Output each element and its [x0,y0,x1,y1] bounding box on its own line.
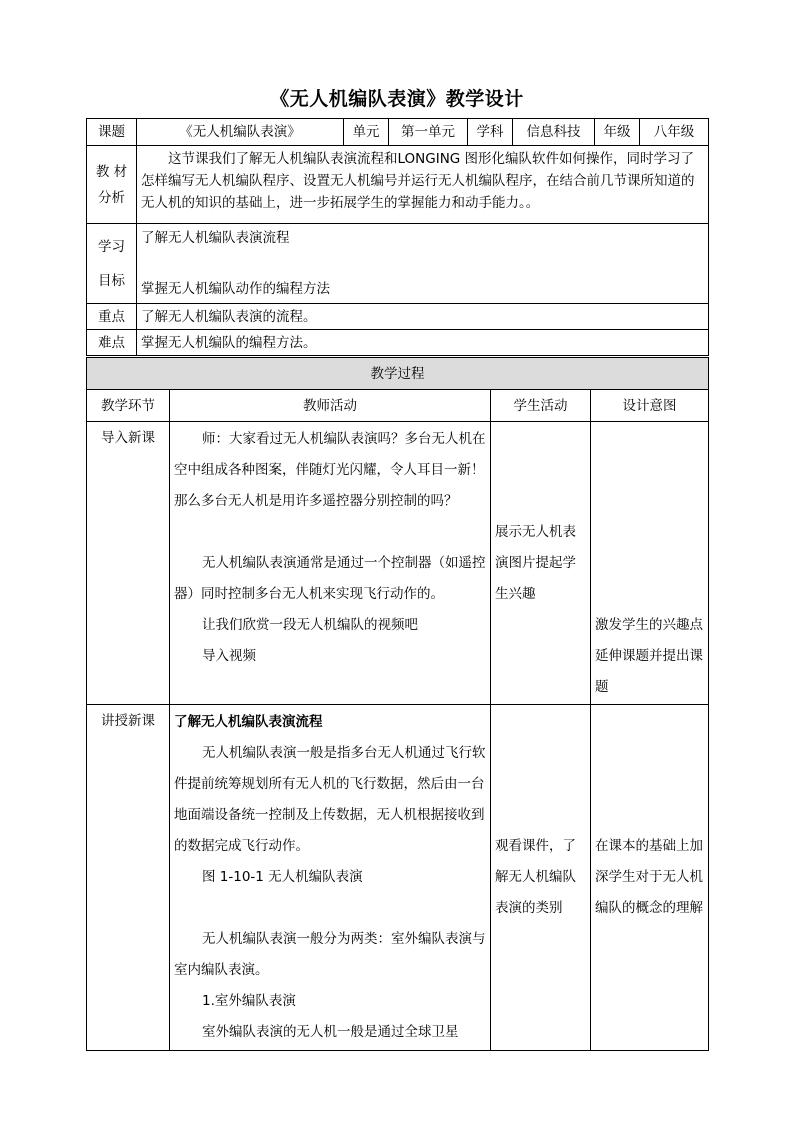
intro-intent-cell [591,422,709,705]
difficult-label: 难点 [87,330,137,356]
intro-stage: 导入新课 [87,422,170,705]
difficult-text: 掌握无人机编队的编程方法。 [137,330,709,356]
new-intent-cell [591,705,709,1051]
new-teacher-p3: 1.室外编队表演 [202,993,296,1009]
intro-teacher-cell [170,422,491,705]
analysis-text: 这节课我们了解无人机编队表演流程和LONGING 图形化编队软件如何操作，同时学习了怎样编写无人机编队程序、设置无人机编号并运行无人机编队程序，在结合前几节课所知道的无人机的知识的基础上，进一步拓展学生的掌握能力和动手能力。。 [137,146,709,224]
page-title: 《无人机编队表演》教学设计 [270,88,524,110]
goal-label [87,224,137,304]
new-teacher-heading: 了解无人机编队表演流程 [174,714,323,730]
goal-label-line-2: 目标 [98,272,125,289]
grade-label: 年级 [595,119,640,146]
col-student: 学生活动 [491,390,591,422]
new-teacher-p2: 无人机编队表演一般分为两类：室外编队表演与室内编队表演。 [174,931,486,978]
new-teacher-cell [170,705,491,1051]
process-header: 教学过程 [87,358,709,390]
unit-value: 第一单元 [389,119,468,146]
intro-student: 展示无人机表演图片提起学生兴趣 [495,524,576,602]
subject-value: 信息科技 [513,119,595,146]
subject-label: 学科 [468,119,513,146]
intro-intent: 激发学生的兴趣点延伸课题并提出课题 [595,617,703,695]
figure-caption: 图 1-10-1 无人机编队表演 [202,869,363,885]
unit-label: 单元 [344,119,389,146]
intro-student-cell [491,422,591,705]
col-stage: 教学环节 [87,390,170,422]
analysis-label [87,146,137,224]
new-stage: 讲授新课 [87,705,170,1051]
key-text: 了解无人机编队表演的流程。 [137,304,709,330]
col-teacher: 教师活动 [170,390,491,422]
intro-teacher-p3: 让我们欣赏一段无人机编队的视频吧 [202,617,418,633]
lesson-label: 课题 [87,119,137,146]
teaching-process-table [86,357,709,1051]
col-intent: 设计意图 [591,390,709,422]
goal-text [137,224,709,304]
new-teacher-p4: 室外编队表演的无人机一般是通过全球卫星 [202,1024,459,1040]
goal-label-line-1: 学习 [98,238,125,255]
grade-value: 八年级 [640,119,709,146]
new-teacher-p1: 无人机编队表演一般是指多台无人机通过飞行软件提前统筹规划所有无人机的飞行数据，然后由一台地面端设备统一控制及上传数据，无人机根据接收到的数据完成飞行动作。 [174,745,486,854]
goal-item-2: 掌握无人机编队动作的编程方法 [141,281,330,297]
lesson-info-table [86,118,709,356]
analysis-label-line-2: 分析 [98,189,125,206]
goal-item-1: 了解无人机编队表演流程 [141,230,290,246]
analysis-label-line-1: 教 材 [95,163,128,180]
intro-teacher-p4: 导入视频 [202,648,256,664]
key-label: 重点 [87,304,137,330]
lesson-value: 《无人机编队表演》 [137,119,344,146]
new-student-cell [491,705,591,1051]
new-student: 观看课件，了解无人机编队表演的类别 [495,838,576,916]
intro-teacher-p1: 师：大家看过无人机编队表演吗？多台无人机在空中组成各种图案，伴随灯光闪耀，令人耳目一新！那么多台无人机是用许多遥控器分别控制的吗？ [174,431,486,509]
intro-teacher-p2: 无人机编队表演通常是通过一个控制器（如遥控器）同时控制多台无人机来实现飞行动作的。 [174,555,486,602]
new-intent: 在课本的基础上加深学生对于无人机编队的概念的理解 [595,838,703,916]
